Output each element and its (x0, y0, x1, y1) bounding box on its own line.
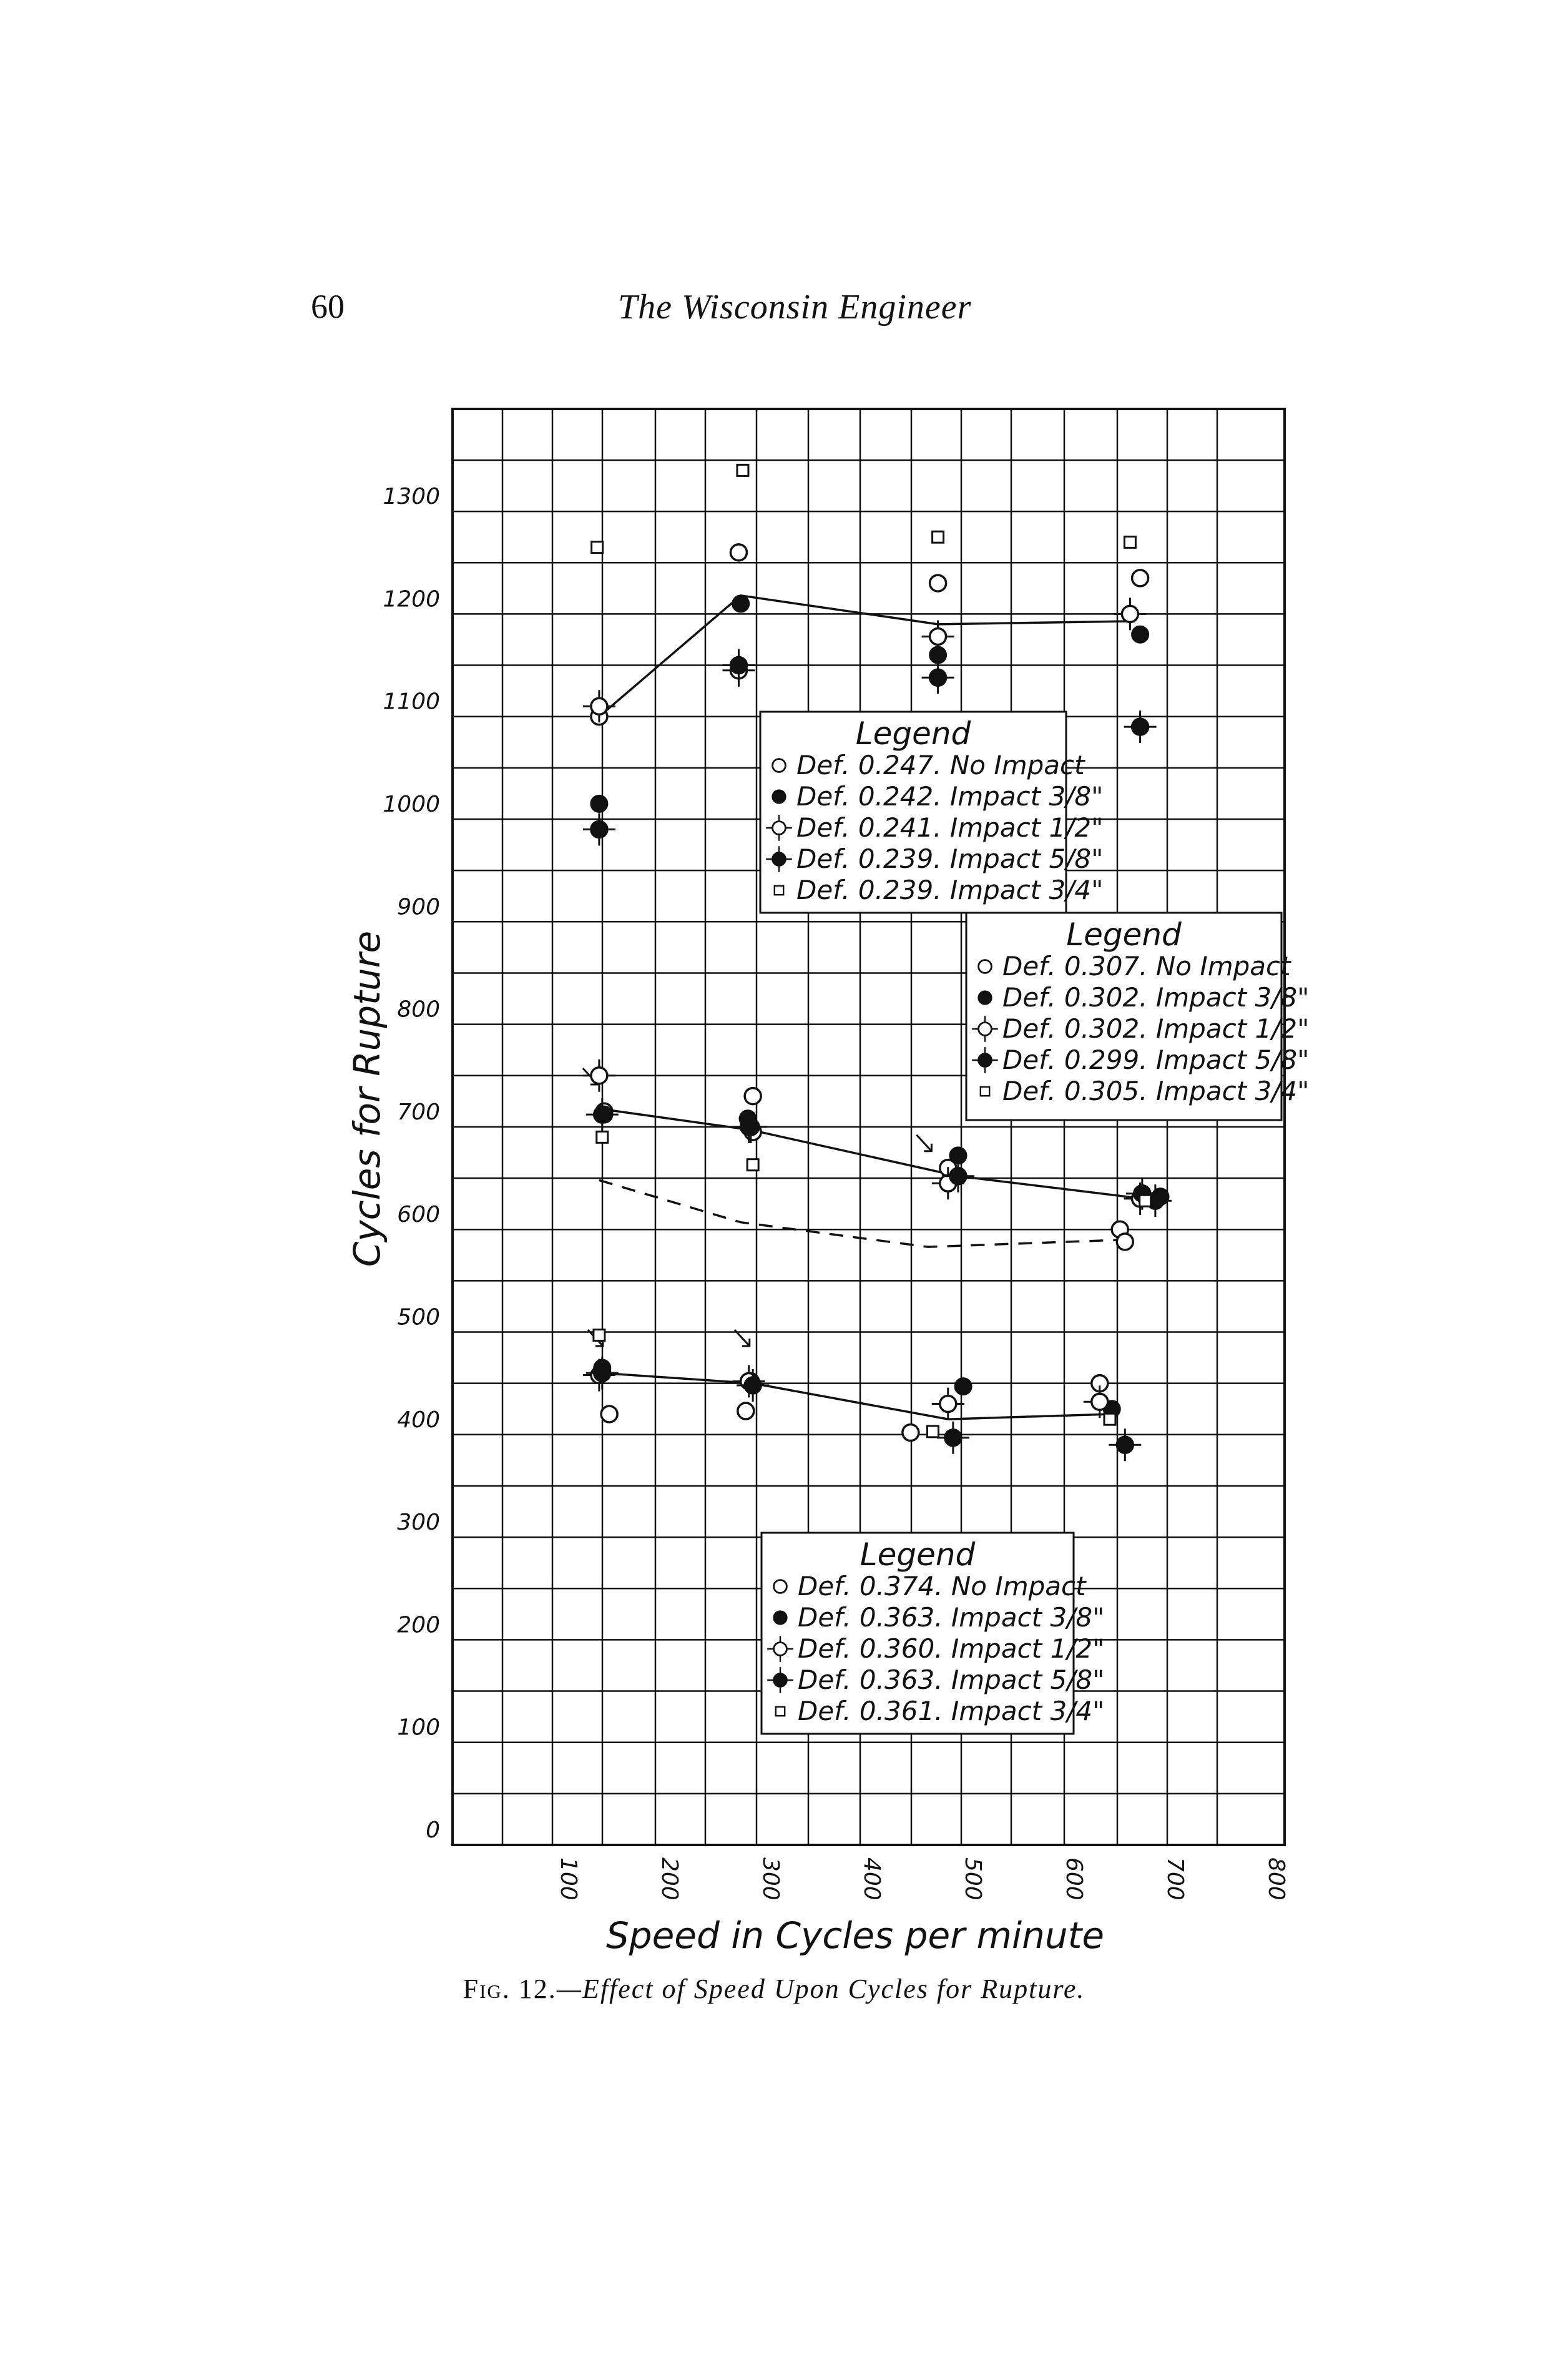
y-tick-label: 1200 (383, 586, 440, 612)
data-point (583, 813, 615, 845)
data-point (955, 1379, 971, 1395)
marker-filled-diamond (1132, 719, 1149, 735)
marker-filled-diamond (979, 1054, 992, 1067)
data-point (592, 542, 603, 553)
data-point (730, 544, 747, 561)
marker-open-square (1104, 1414, 1115, 1425)
data-point (933, 531, 944, 543)
data-point (738, 1403, 754, 1419)
marker-open-circle (730, 544, 747, 561)
marker-open-diamond (774, 1643, 787, 1656)
marker-open-diamond (1122, 606, 1138, 622)
legend-marker (774, 1580, 787, 1593)
y-tick-label: 600 (397, 1202, 440, 1228)
data-point (1109, 1428, 1141, 1461)
marker-filled-diamond (594, 1365, 610, 1381)
legend-symbol (774, 1611, 787, 1625)
data-point (586, 1098, 619, 1131)
data-point (1114, 597, 1146, 630)
y-tick-label: 100 (397, 1714, 440, 1741)
legend-2 (966, 913, 1309, 1120)
data-point (594, 1329, 605, 1340)
marker-open-square (776, 1707, 785, 1716)
legend-marker (979, 960, 992, 973)
legend-marker (775, 886, 783, 895)
marker-filled-diamond (743, 1119, 759, 1135)
legend-title: Legend (855, 715, 971, 752)
marker-open-circle (601, 1406, 617, 1422)
legend-marker (776, 1707, 785, 1716)
legend-entry: Def. 0.360. Impact 1/2" (798, 1633, 1105, 1664)
page-number: 60 (311, 288, 345, 325)
x-tick-label: 700 (1162, 1857, 1188, 1901)
figure-caption (0, 1973, 1548, 2005)
marker-open-square (1124, 536, 1135, 548)
marker-filled-circle (979, 991, 992, 1005)
data-point (937, 1422, 969, 1454)
legend-entry: Def. 0.299. Impact 5/8" (1002, 1045, 1310, 1075)
legend-entry: Def. 0.242. Impact 3/8" (796, 781, 1104, 812)
legend-symbol (981, 1087, 989, 1096)
legend-entry: Def. 0.374. No Impact (798, 1571, 1086, 1601)
y-tick-labels (383, 484, 440, 1843)
marker-open-circle (979, 960, 992, 973)
marker-open-diamond (591, 698, 607, 714)
data-point (591, 795, 607, 812)
data-point (583, 1060, 615, 1092)
marker-open-circle (774, 1580, 787, 1593)
marker-open-square (933, 531, 944, 543)
marker-open-circle (930, 575, 946, 591)
marker-open-diamond (979, 1023, 992, 1036)
marker-filled-diamond (591, 821, 607, 837)
x-axis-label: Speed in Cycles per minute (605, 1914, 1105, 1957)
legend-entry: Def. 0.363. Impact 5/8" (798, 1665, 1105, 1695)
marker-filled-diamond (745, 1377, 761, 1394)
data-point (928, 1426, 939, 1437)
x-tick-label: 600 (1061, 1857, 1087, 1901)
marker-filled-diamond (930, 669, 946, 686)
series-line (604, 1109, 1160, 1201)
legend-marker (774, 1611, 787, 1625)
marker-open-diamond (591, 1068, 607, 1084)
legend-entry: Def. 0.302. Impact 1/2" (1002, 1013, 1310, 1044)
marker-open-square (597, 1131, 608, 1143)
legend-symbol (773, 759, 786, 772)
y-axis-label: Cycles for Rupture (346, 930, 388, 1267)
legend-entry: Def. 0.305. Impact 3/4" (1002, 1076, 1310, 1106)
legend-entry: Def. 0.363. Impact 3/8" (798, 1602, 1105, 1633)
legend-entry: Def. 0.239. Impact 3/4" (796, 875, 1104, 905)
marker-filled-circle (733, 596, 749, 612)
data-point (1117, 1234, 1133, 1250)
data-point (903, 1425, 919, 1441)
marker-open-circle (773, 759, 786, 772)
x-tick-label: 800 (1263, 1857, 1289, 1901)
y-tick-label: 300 (397, 1510, 440, 1536)
data-point (930, 575, 946, 591)
marker-open-diamond (930, 629, 946, 645)
marker-filled-diamond (594, 1106, 610, 1123)
marker-filled-circle (1132, 626, 1149, 642)
data-point (1140, 1195, 1151, 1206)
legends (760, 712, 1309, 1734)
dashed-series-line (599, 1180, 1125, 1247)
legend-marker (773, 790, 786, 804)
y-tick-label: 0 (426, 1817, 440, 1843)
legend-entry: Def. 0.361. Impact 3/4" (798, 1696, 1105, 1726)
marker-filled-circle (774, 1611, 787, 1625)
data-point (601, 1406, 617, 1422)
marker-open-square (1140, 1195, 1151, 1206)
legend-entry: Def. 0.247. No Impact (796, 750, 1085, 780)
marker-open-square (928, 1426, 939, 1437)
legend-marker (979, 991, 992, 1005)
data-point (737, 1369, 769, 1402)
marker-open-square (737, 465, 748, 476)
y-tick-label: 800 (397, 996, 440, 1023)
data-point (922, 621, 954, 653)
legend-symbol (773, 790, 786, 804)
y-tick-label: 200 (397, 1612, 440, 1638)
x-tick-label: 100 (556, 1857, 581, 1901)
series-line (602, 1373, 1110, 1419)
marker-filled-circle (955, 1379, 971, 1395)
marker-open-circle (745, 1088, 761, 1104)
legend-3 (762, 1533, 1104, 1734)
x-tick-label: 400 (859, 1857, 884, 1901)
data-point (1104, 1414, 1115, 1425)
marker-filled-diamond (774, 1674, 787, 1687)
legend-entry: Def. 0.239. Impact 5/8" (796, 843, 1104, 874)
legend-entry: Def. 0.307. No Impact (1002, 951, 1291, 981)
y-tick-label: 500 (397, 1304, 440, 1330)
marker-open-diamond (940, 1396, 956, 1412)
legend-marker (981, 1087, 989, 1096)
marker-filled-diamond (945, 1430, 961, 1446)
marker-open-square (747, 1159, 758, 1171)
legend-title: Legend (860, 1537, 976, 1573)
x-tick-label: 200 (657, 1857, 682, 1901)
data-point (583, 690, 615, 722)
data-point (1124, 711, 1157, 743)
marker-open-circle (1117, 1234, 1133, 1250)
marker-open-square (592, 542, 603, 553)
x-tick-labels (556, 1857, 1289, 1901)
y-tick-label: 700 (397, 1099, 440, 1125)
marker-open-circle (903, 1425, 919, 1441)
marker-filled-diamond (950, 1168, 966, 1184)
y-tick-label: 400 (397, 1407, 440, 1433)
running-head: The Wisconsin Engineer (618, 288, 972, 327)
data-point (586, 1357, 619, 1389)
marker-filled-diamond (773, 853, 786, 866)
data-point (1132, 626, 1149, 642)
marker-open-diamond (1092, 1394, 1108, 1410)
data-point (922, 661, 954, 694)
legend-title: Legend (1066, 917, 1182, 953)
marker-open-diamond (773, 822, 786, 835)
data-point (747, 1159, 758, 1171)
data-point (1132, 570, 1149, 586)
legend-entry: Def. 0.241. Impact 1/2" (796, 812, 1104, 843)
x-tick-label: 300 (758, 1857, 783, 1901)
legend-symbol (979, 991, 992, 1005)
data-point (1124, 536, 1135, 548)
marker-open-square (775, 886, 783, 895)
legend-symbol (774, 1580, 787, 1593)
caption-text: —Effect of Speed Upon Cycles for Rupture. (556, 1974, 1085, 2004)
marker-filled-diamond (1117, 1437, 1133, 1453)
marker-filled-circle (591, 795, 607, 812)
y-tick-label: 1300 (383, 484, 440, 510)
data-point (733, 596, 749, 612)
data-point (745, 1088, 761, 1104)
marker-filled-circle (773, 790, 786, 804)
data-point (722, 649, 755, 682)
y-tick-label: 1000 (383, 792, 440, 817)
legend-marker (773, 759, 786, 772)
marker-open-circle (1132, 570, 1149, 586)
marker-filled-diamond (730, 657, 747, 674)
caption-figure-label: Fig. 12. (463, 1974, 557, 2004)
marker-open-square (594, 1329, 605, 1340)
legend-1 (760, 712, 1103, 913)
x-tick-label: 500 (960, 1857, 986, 1901)
legend-symbol (979, 960, 992, 973)
arrow-shaft (916, 1135, 931, 1151)
marker-open-square (981, 1087, 989, 1096)
legend-entry: Def. 0.302. Impact 3/8" (1002, 982, 1310, 1013)
y-tick-label: 900 (397, 894, 440, 920)
legend-symbol (775, 886, 783, 895)
y-tick-label: 1100 (383, 689, 440, 715)
legend-symbol (776, 1707, 785, 1716)
marker-open-circle (738, 1403, 754, 1419)
data-point (737, 465, 748, 476)
data-point (597, 1131, 608, 1143)
